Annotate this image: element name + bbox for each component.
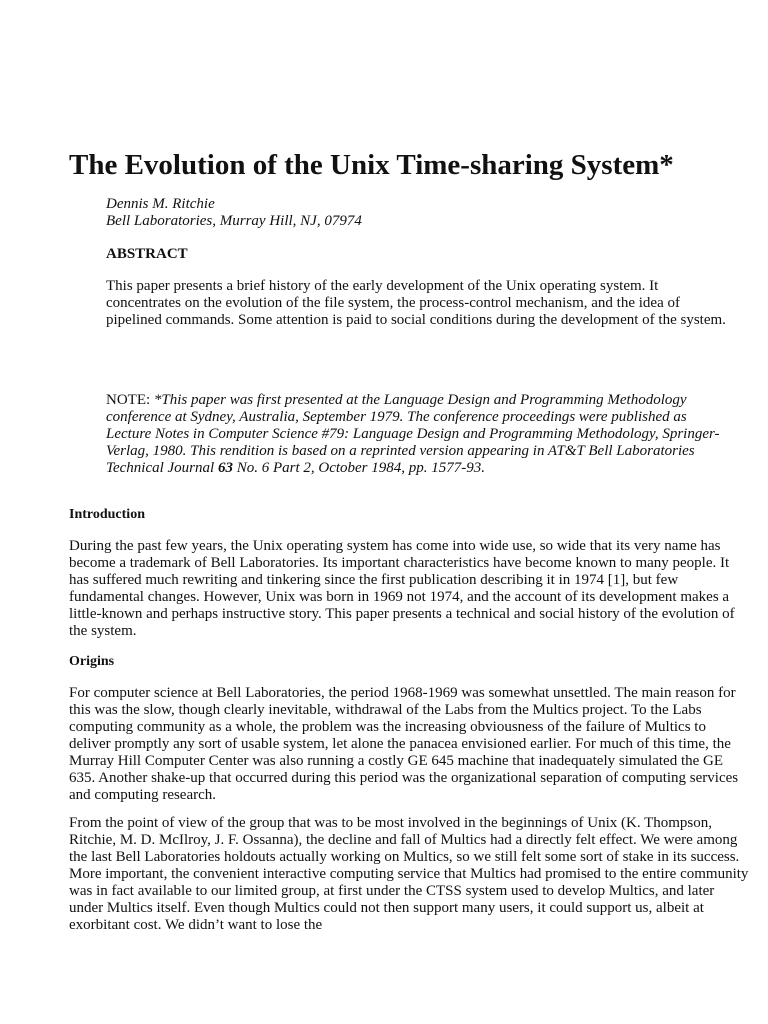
section-heading-introduction: Introduction — [69, 507, 145, 522]
note-volume: 63 — [217, 460, 233, 476]
origins-paragraph-2: From the point of view of the group that was to be most involved in the beginnings of Unix (K. Thompson, Ritchie, M. D. McIlroy, J. F. Ossanna), the decline and fall of Multics had a directly felt effect. We were among the last Bell Laboratories holdouts actually working on Multics, so we still felt some sort of stake in its success. More important, the convenient interactive computing service that Multics had promised to the entire community was in fact available to our limited group, at first under the CTSS system used to develop Multics, and later under Multics itself. Even though Multics could not then support many users, it could support us, albeit at exorbitant cost. We didn’t want to lose the — [69, 815, 749, 933]
introduction-paragraph: During the past few years, the Unix operating system has come into wide use, so wide that its very name has become a trademark of Bell Laboratories. Its important characteristics have become known to many people. It has suffered much rewriting and tinkering since the first publication describing it in 1974 [1], but few fundamental changes. However, Unix was born in 1969 not 1974, and the account of its development makes a little-known and perhaps instructive story. This paper presents a technical and social history of the evolution of the system. — [69, 538, 735, 639]
abstract-text: This paper presents a brief history of the early development of the Unix operating system. It concentrates on the evolution of the file system, the process-control mechanism, and the idea of pipelined commands. Some attention is paid to social conditions during the development of the system. — [106, 278, 726, 328]
publication-note — [106, 392, 726, 477]
note-text-after: No. 6 Part 2, October 1984, pp. 1577-93. — [232, 460, 486, 476]
paper-title: The Evolution of the Unix Time-sharing System* — [69, 149, 674, 181]
note-label: NOTE: — [106, 392, 154, 408]
note-text-before: *This paper was first presented at the Language Design and Programming Methodology conference at Sydney, Australia, September 1979. The conference proceedings were published as Lecture Notes in Computer Science #79: Language Design and Programming Methodology, Springer-Verlag, 1980. This rendition is based on a reprinted version appearing in AT&T Bell Laboratories Technical Journal — [106, 392, 720, 476]
author-affiliation: Bell Laboratories, Murray Hill, NJ, 07974 — [106, 213, 362, 229]
origins-paragraph-1: For computer science at Bell Laboratories, the period 1968-1969 was somewhat unsettled. The main reason for this was the slow, though clearly inevitable, withdrawal of the Labs from the Multics project. To the Labs computing community as a whole, the problem was the increasing obviousness of the failure of Multics to deliver promptly any sort of usable system, let alone the panacea envisioned earlier. For much of this time, the Murray Hill Computer Center was also running a costly GE 645 machine that inadequately simulated the GE 635. Another shake-up that occurred during this period was the organizational separation of computing services and computing research. — [69, 685, 739, 803]
section-heading-origins: Origins — [69, 654, 115, 669]
abstract-heading: ABSTRACT — [106, 246, 188, 262]
author-name: Dennis M. Ritchie — [106, 196, 215, 212]
